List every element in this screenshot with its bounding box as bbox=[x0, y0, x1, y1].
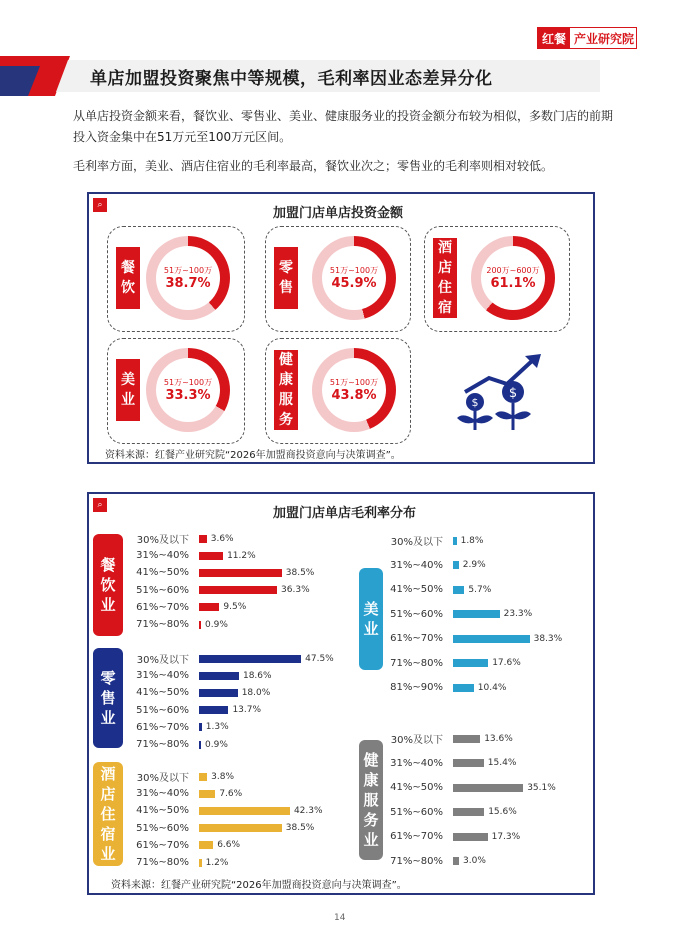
margin-bar bbox=[199, 807, 290, 815]
bar-value-label: 17.6% bbox=[492, 658, 521, 668]
margin-bar bbox=[453, 759, 484, 767]
bar-value-label: 13.6% bbox=[484, 733, 513, 744]
bar-row bbox=[129, 667, 272, 684]
bar-category-label: 41%~50% bbox=[390, 782, 443, 793]
industry-group-label: 美 业 bbox=[359, 568, 383, 670]
share-donut bbox=[471, 236, 555, 320]
bar-category-label: 31%~40% bbox=[390, 757, 443, 769]
bar-category-label: 71%~80% bbox=[390, 855, 443, 867]
brand-logo bbox=[537, 27, 637, 49]
bar-category-label: 51%~60% bbox=[390, 608, 443, 620]
bar-category-label: 51%~60% bbox=[136, 704, 189, 716]
margin-bar bbox=[453, 833, 488, 841]
svg-text:$: $ bbox=[508, 386, 518, 401]
bar-category-label: 71%~80% bbox=[390, 657, 443, 669]
industry-label: 零 售 bbox=[274, 247, 298, 309]
bar-row bbox=[385, 804, 517, 821]
share-donut bbox=[146, 236, 230, 320]
bar-category-label: 30%及以下 bbox=[136, 655, 189, 666]
magnifier-icon: ⌕ bbox=[93, 498, 107, 512]
margin-paragraph: 毛利率方面，美业、酒店住宿业的毛利率最高，餐饮业次之；零售业的毛利率则相对较低。 bbox=[73, 159, 554, 173]
investment-share: 33.3% bbox=[165, 388, 211, 403]
bar-row bbox=[129, 854, 228, 871]
investment-range: 51万~100万 bbox=[163, 378, 213, 387]
bar-row bbox=[385, 630, 562, 647]
industry-label: 餐 饮 bbox=[116, 247, 140, 309]
bar-category-label: 31%~40% bbox=[136, 788, 189, 800]
share-donut bbox=[146, 348, 230, 432]
bar-category-label: 61%~70% bbox=[390, 831, 443, 842]
bar-value-label: 3.0% bbox=[463, 856, 486, 866]
margin-bar bbox=[199, 859, 202, 867]
industry-label: 健 康 服 务 bbox=[274, 350, 298, 430]
bar-value-label: 5.7% bbox=[468, 584, 492, 595]
share-donut bbox=[312, 236, 396, 320]
bar-row bbox=[129, 837, 240, 854]
bar-value-label: 0.9% bbox=[205, 739, 228, 750]
bar-value-label: 36.3% bbox=[281, 585, 310, 596]
bar-value-label: 1.2% bbox=[205, 857, 229, 868]
margin-bar bbox=[199, 621, 201, 629]
margin-source: 资料来源：红餐产业研究院“2026年加盟商投资意向与决策调查”。 bbox=[111, 880, 407, 891]
bar-row bbox=[385, 730, 513, 747]
industry-group-label: 酒 店 住 宿 业 bbox=[93, 762, 123, 866]
share-donut bbox=[312, 348, 396, 432]
investment-panel bbox=[87, 192, 595, 464]
margin-bar bbox=[199, 706, 228, 714]
bar-value-label: 0.9% bbox=[205, 619, 228, 630]
margin-bar bbox=[199, 741, 201, 749]
bar-value-label: 7.6% bbox=[219, 788, 243, 799]
margin-panel bbox=[87, 492, 595, 895]
bar-row bbox=[129, 736, 228, 753]
bar-row bbox=[385, 755, 516, 772]
bar-value-label: 11.2% bbox=[227, 550, 256, 561]
bar-value-label: 35.1% bbox=[527, 782, 556, 793]
bar-row bbox=[129, 564, 314, 581]
bar-category-label: 41%~50% bbox=[136, 567, 189, 579]
bar-value-label: 17.3% bbox=[491, 831, 521, 842]
bar-value-label: 23.3% bbox=[503, 609, 533, 619]
bar-category-label: 71%~80% bbox=[136, 857, 189, 868]
margin-bar bbox=[453, 784, 523, 792]
bar-row bbox=[385, 828, 520, 845]
industry-group-label: 健 康 服 务 业 bbox=[359, 740, 383, 860]
investment-card bbox=[265, 226, 411, 332]
investment-share: 38.7% bbox=[165, 276, 211, 291]
margin-bar bbox=[453, 857, 459, 865]
investment-card bbox=[107, 338, 245, 444]
bar-category-label: 31%~40% bbox=[390, 559, 443, 571]
margin-bar bbox=[199, 773, 207, 781]
margin-bar bbox=[199, 790, 215, 798]
bar-category-label: 30%及以下 bbox=[136, 535, 189, 546]
margin-bar bbox=[199, 535, 207, 543]
margin-bar bbox=[453, 635, 530, 643]
bar-value-label: 15.4% bbox=[487, 758, 517, 768]
margin-bar bbox=[199, 552, 223, 560]
bar-value-label: 15.6% bbox=[488, 807, 517, 817]
bar-category-label: 81%~90% bbox=[390, 682, 443, 693]
margin-bar bbox=[199, 841, 213, 849]
bar-category-label: 71%~80% bbox=[136, 739, 189, 750]
margin-bar bbox=[199, 569, 282, 577]
margin-bar bbox=[199, 824, 282, 832]
bar-row bbox=[385, 853, 486, 870]
bar-value-label: 2.9% bbox=[462, 560, 486, 570]
bar-row bbox=[385, 532, 483, 549]
money-growth-icon bbox=[453, 352, 549, 432]
bar-category-label: 41%~50% bbox=[136, 805, 189, 817]
investment-title: 加盟门店单店投资金额 bbox=[273, 206, 404, 221]
logo-text: 产业研究院 bbox=[574, 31, 635, 46]
bar-value-label: 3.8% bbox=[211, 771, 235, 782]
margin-bar bbox=[199, 672, 239, 680]
bar-row bbox=[385, 581, 491, 598]
margin-bar bbox=[199, 586, 277, 594]
investment-card bbox=[265, 338, 411, 444]
margin-bar bbox=[453, 561, 459, 569]
bar-value-label: 3.6% bbox=[210, 533, 234, 544]
investment-range: 51万~100万 bbox=[329, 266, 379, 275]
bar-row bbox=[129, 582, 310, 599]
bar-value-label: 18.6% bbox=[242, 670, 272, 681]
bar-value-label: 38.3% bbox=[533, 633, 563, 644]
bar-row bbox=[129, 599, 246, 616]
margin-bar bbox=[453, 610, 500, 618]
bar-category-label: 71%~80% bbox=[136, 619, 189, 630]
bar-value-label: 42.3% bbox=[293, 805, 323, 816]
investment-range: 51万~100万 bbox=[163, 266, 213, 275]
investment-card bbox=[424, 226, 570, 332]
bar-category-label: 41%~50% bbox=[390, 584, 443, 595]
bar-row bbox=[129, 719, 229, 736]
bar-category-label: 41%~50% bbox=[136, 687, 189, 699]
bar-row bbox=[129, 650, 334, 667]
margin-bar bbox=[199, 689, 238, 697]
magnifier-icon: ⌕ bbox=[93, 198, 107, 212]
bar-category-label: 61%~70% bbox=[136, 839, 189, 851]
investment-range: 200万~600万 bbox=[486, 266, 540, 275]
margin-bar bbox=[199, 603, 219, 611]
bar-category-label: 31%~40% bbox=[136, 670, 189, 682]
bar-value-label: 10.4% bbox=[477, 682, 507, 693]
bar-category-label: 61%~70% bbox=[390, 633, 443, 644]
bar-row bbox=[129, 785, 242, 802]
bar-category-label: 51%~60% bbox=[390, 806, 443, 818]
margin-bar bbox=[199, 655, 301, 663]
margin-title: 加盟门店单店毛利率分布 bbox=[273, 506, 417, 521]
bar-value-label: 38.5% bbox=[285, 823, 315, 834]
bar-value-label: 9.5% bbox=[223, 602, 247, 613]
bar-row bbox=[385, 779, 556, 796]
bar-row bbox=[385, 557, 486, 574]
bar-row bbox=[129, 684, 270, 701]
intro-paragraph: 从单店投资金额来看，餐饮业、零售业、美业、健康服务业的投资金额分布较为相似，多数门店的前期投入资金集中在51万元至100万元区间。 bbox=[73, 109, 614, 144]
bar-row bbox=[129, 768, 234, 785]
bar-row bbox=[385, 655, 521, 672]
bar-category-label: 61%~70% bbox=[136, 601, 189, 613]
bar-row bbox=[129, 702, 261, 719]
bar-category-label: 30%及以下 bbox=[390, 537, 443, 548]
bar-row bbox=[385, 679, 506, 696]
margin-bar bbox=[453, 586, 464, 594]
bar-row bbox=[385, 606, 532, 623]
bar-row bbox=[129, 530, 234, 547]
margin-bar bbox=[453, 659, 488, 667]
investment-card bbox=[107, 226, 245, 332]
bar-row bbox=[129, 616, 228, 633]
bar-category-label: 51%~60% bbox=[136, 822, 189, 834]
bar-value-label: 38.5% bbox=[285, 567, 315, 578]
bar-row bbox=[129, 820, 314, 837]
page-title: 单店加盟投资聚焦中等规模，毛利率因业态差异分化 bbox=[90, 69, 493, 89]
industry-label: 美 业 bbox=[116, 359, 140, 421]
bar-category-label: 61%~70% bbox=[136, 721, 189, 733]
margin-bar bbox=[199, 723, 202, 731]
margin-bar bbox=[453, 735, 480, 743]
page-number: 14 bbox=[334, 913, 346, 923]
margin-bar bbox=[453, 684, 474, 692]
bar-value-label: 13.7% bbox=[232, 705, 262, 716]
bar-value-label: 1.3% bbox=[205, 722, 229, 733]
bar-value-label: 47.5% bbox=[305, 653, 334, 664]
logo-mark: 红餐 bbox=[538, 28, 570, 48]
svg-text:$: $ bbox=[471, 396, 479, 409]
industry-group-label: 餐 饮 业 bbox=[93, 534, 123, 636]
investment-share: 45.9% bbox=[331, 276, 377, 291]
bar-value-label: 6.6% bbox=[217, 840, 241, 851]
margin-bar bbox=[453, 537, 457, 545]
investment-source: 资料来源：红餐产业研究院“2026年加盟商投资意向与决策调查”。 bbox=[105, 450, 401, 461]
bar-category-label: 30%及以下 bbox=[390, 735, 443, 746]
investment-share: 61.1% bbox=[490, 276, 536, 291]
bar-category-label: 31%~40% bbox=[136, 550, 189, 562]
bar-category-label: 30%及以下 bbox=[136, 773, 189, 784]
bar-row bbox=[129, 547, 256, 564]
bar-value-label: 1.8% bbox=[460, 535, 484, 546]
bar-category-label: 51%~60% bbox=[136, 584, 189, 596]
industry-label: 酒 店 住 宿 bbox=[433, 238, 457, 318]
industry-group-label: 零 售 业 bbox=[93, 648, 123, 748]
bar-row bbox=[129, 802, 323, 819]
bar-value-label: 18.0% bbox=[241, 687, 271, 698]
investment-range: 51万~100万 bbox=[329, 378, 379, 387]
investment-share: 43.8% bbox=[331, 388, 377, 403]
margin-bar bbox=[453, 808, 484, 816]
